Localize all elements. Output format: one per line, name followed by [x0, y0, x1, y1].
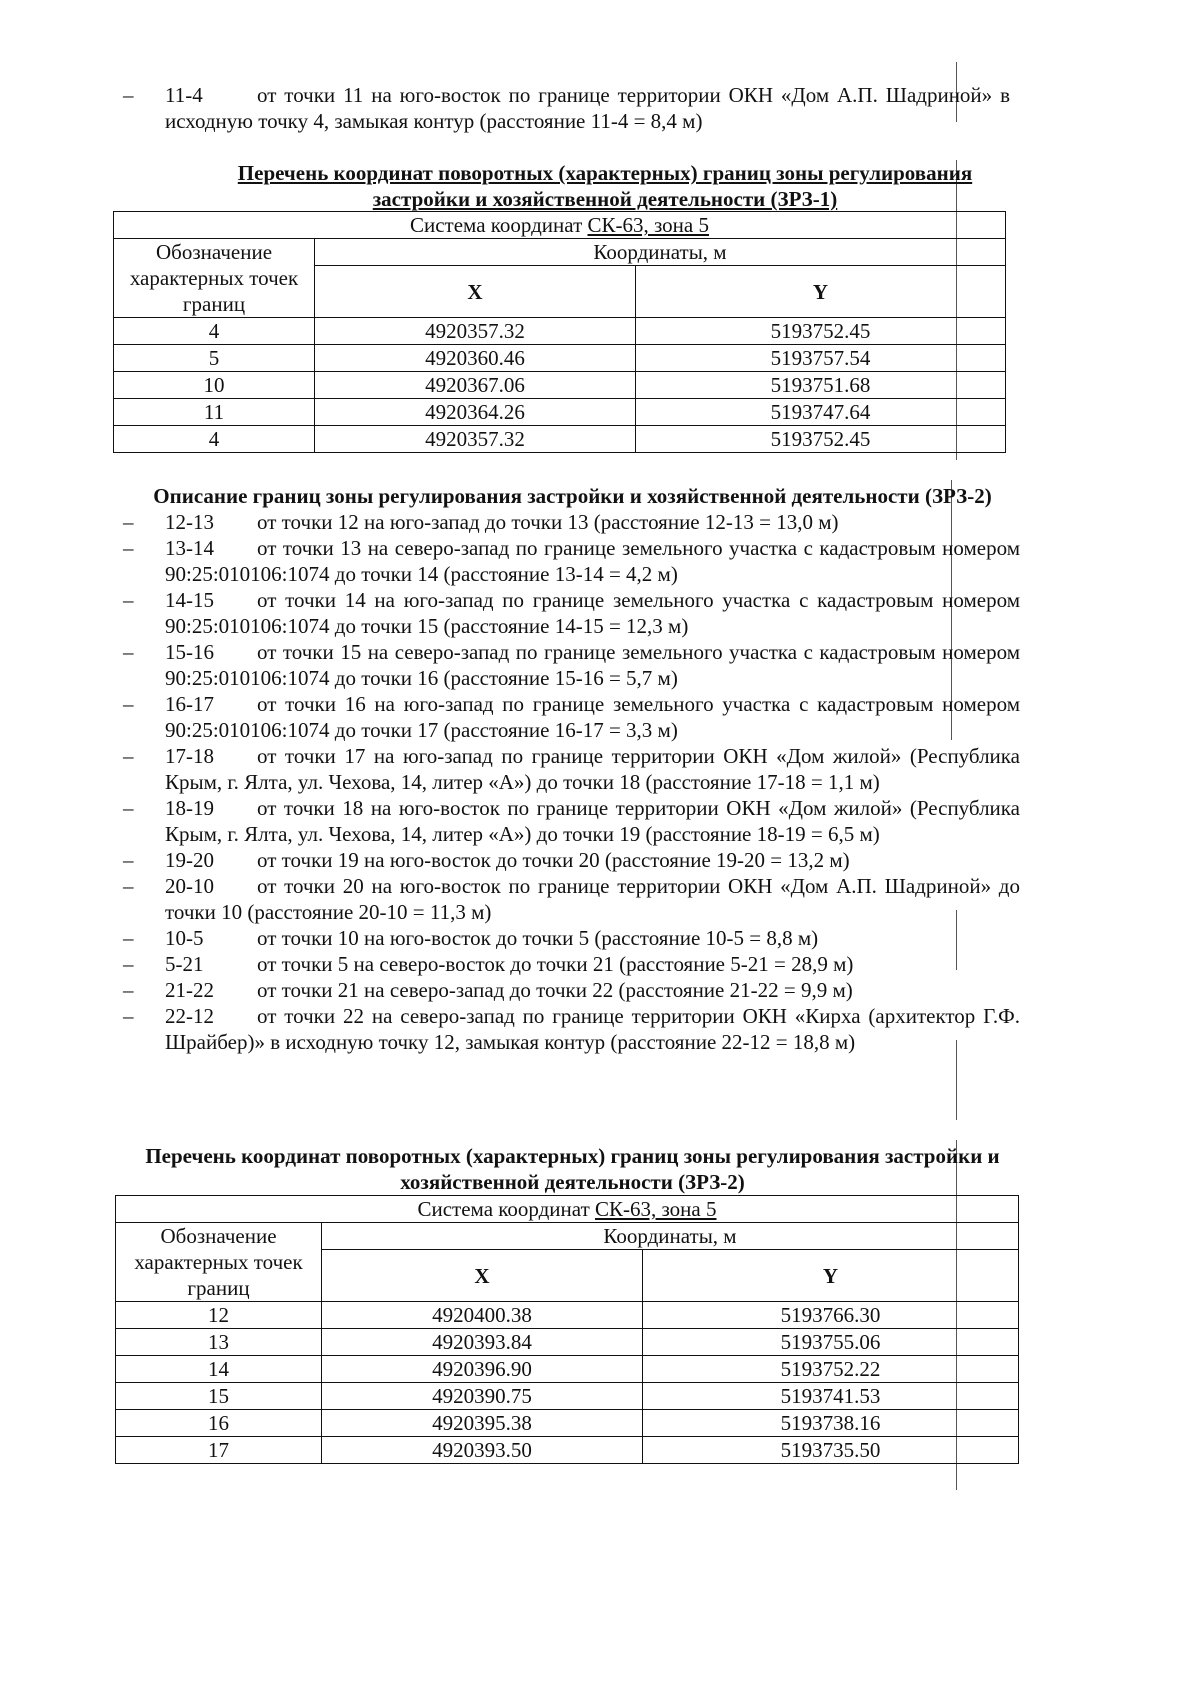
- cell-x: 4920393.50: [322, 1437, 643, 1464]
- dash-bullet: –: [123, 926, 134, 950]
- cell-point: 11: [114, 399, 315, 426]
- cell-point: 13: [116, 1329, 322, 1356]
- list-item: [123, 925, 1020, 951]
- segment-text: от точки 18 на юго-восток по границе территории ОКН «Дом жилой» (Республика Крым, г. Ялта, ул. Чехова, 14, литер «А») до точки 19 (расстояние 18-19 = 6,5 м): [165, 796, 1020, 846]
- dash-bullet: –: [123, 588, 134, 612]
- cell-point: 12: [116, 1302, 322, 1329]
- table-row: [116, 1329, 1019, 1356]
- table-row: [114, 372, 1006, 399]
- cell-x: 4920357.32: [315, 426, 636, 453]
- segment-code: 20-10: [165, 874, 214, 898]
- cell-y: 5193752.45: [636, 318, 1006, 345]
- cell-x: 4920395.38: [322, 1410, 643, 1437]
- segment-code: 11-4: [165, 83, 203, 107]
- cell-x: 4920360.46: [315, 345, 636, 372]
- table2: [115, 1195, 1019, 1464]
- dash-bullet: –: [123, 536, 134, 560]
- cell-y: 5193766.30: [643, 1302, 1019, 1329]
- dash-bullet: –: [123, 952, 134, 976]
- col-y-header: Y: [643, 1250, 1019, 1302]
- table-row: [116, 1302, 1019, 1329]
- dash-bullet: –: [123, 692, 134, 716]
- cell-y: 5193755.06: [643, 1329, 1019, 1356]
- cell-y: 5193741.53: [643, 1383, 1019, 1410]
- col-point-header: Обозначение характерных точек границ: [116, 1223, 322, 1302]
- list-item: [123, 873, 1020, 925]
- coord-system: Система координат СК-63, зона 5: [114, 212, 1006, 239]
- col-y-header: Y: [636, 266, 1006, 318]
- dash-bullet: –: [123, 1004, 134, 1028]
- segment-code: 14-15: [165, 588, 214, 612]
- cell-y: 5193751.68: [636, 372, 1006, 399]
- cell-point: 5: [114, 345, 315, 372]
- dash-bullet: –: [123, 83, 134, 107]
- list-item: [123, 639, 1020, 691]
- table-row: [114, 399, 1006, 426]
- segment-code: 16-17: [165, 692, 214, 716]
- cell-x: 4920390.75: [322, 1383, 643, 1410]
- list-item: [123, 509, 1020, 535]
- table2-title: Перечень координат поворотных (характерных) границ зоны регулирования застройки и хозяйственной деятельности (ЗРЗ-2): [145, 1144, 1000, 1194]
- col-x-header: X: [322, 1250, 643, 1302]
- cell-point: 4: [114, 426, 315, 453]
- segment-text: от точки 17 на юго-запад по границе территории ОКН «Дом жилой» (Республика Крым, г. Ялта, ул. Чехова, 14, литер «А») до точки 18 (расстояние 17-18 = 1,1 м): [165, 744, 1020, 794]
- segment-code: 5-21: [165, 952, 204, 976]
- segment-code: 19-20: [165, 848, 214, 872]
- section2-list: [123, 509, 1020, 1055]
- segment-code: 21-22: [165, 978, 214, 1002]
- segment-code: 22-12: [165, 1004, 214, 1028]
- segment-text: от точки 10 на юго-восток до точки 5 (расстояние 10-5 = 8,8 м): [257, 926, 819, 950]
- cell-y: 5193752.22: [643, 1356, 1019, 1383]
- dash-bullet: –: [123, 874, 134, 898]
- dash-bullet: –: [123, 640, 134, 664]
- segment-text: от точки 14 на юго-запад по границе земельного участка с кадастровым номером 90:25:010106:1074 до точки 15 (расстояние 14-15 = 12,3 м): [165, 588, 1020, 638]
- list-item: [123, 795, 1020, 847]
- segment-text: от точки 11 на юго-восток по границе территории ОКН «Дом А.П. Шадриной» в исходную точку 4, замыкая контур (расстояние 11-4 = 8,4 м): [165, 83, 1010, 133]
- segment-text: от точки 21 на северо-запад до точки 22 (расстояние 21-22 = 9,9 м): [257, 978, 853, 1002]
- table-row: [114, 345, 1006, 372]
- list-item: [123, 743, 1020, 795]
- col-coords-header: Координаты, м: [315, 239, 1006, 266]
- cell-x: 4920357.32: [315, 318, 636, 345]
- intro-list: [123, 82, 1010, 134]
- cell-x: 4920400.38: [322, 1302, 643, 1329]
- cell-point: 4: [114, 318, 315, 345]
- cell-y: 5193738.16: [643, 1410, 1019, 1437]
- table-row: [116, 1410, 1019, 1437]
- cell-x: 4920396.90: [322, 1356, 643, 1383]
- cell-y: 5193735.50: [643, 1437, 1019, 1464]
- col-x-header: X: [315, 266, 636, 318]
- list-item: [123, 847, 1020, 873]
- table1-title: Перечень координат поворотных (характерных) границ зоны регулирования застройки и хозяйственной деятельности (ЗРЗ-1): [237, 161, 973, 211]
- dash-bullet: –: [123, 978, 134, 1002]
- list-item: [123, 977, 1020, 1003]
- segment-code: 18-19: [165, 796, 214, 820]
- list-item: [123, 951, 1020, 977]
- cell-y: 5193752.45: [636, 426, 1006, 453]
- segment-text: от точки 5 на северо-восток до точки 21 (расстояние 5-21 = 28,9 м): [257, 952, 854, 976]
- cell-point: 15: [116, 1383, 322, 1410]
- segment-text: от точки 22 на северо-запад по границе территории ОКН «Кирха (архитектор Г.Ф. Шрайбер)» в исходную точку 12, замыкая контур (расстояние 22-12 = 18,8 м): [165, 1004, 1020, 1054]
- table-row: [114, 318, 1006, 345]
- table-row: [116, 1383, 1019, 1410]
- table-row: [116, 1437, 1019, 1464]
- cell-point: 14: [116, 1356, 322, 1383]
- cell-point: 10: [114, 372, 315, 399]
- table1: [113, 211, 1006, 453]
- section2-heading: Описание границ зоны регулирования застройки и хозяйственной деятельности (ЗРЗ-2): [153, 484, 992, 508]
- cell-x: 4920364.26: [315, 399, 636, 426]
- cell-point: 16: [116, 1410, 322, 1437]
- segment-text: от точки 19 на юго-восток до точки 20 (расстояние 19-20 = 13,2 м): [257, 848, 850, 872]
- cell-point: 17: [116, 1437, 322, 1464]
- segment-code: 12-13: [165, 510, 214, 534]
- list-item: [123, 1003, 1020, 1055]
- cell-x: 4920393.84: [322, 1329, 643, 1356]
- segment-text: от точки 15 на северо-запад по границе земельного участка с кадастровым номером 90:25:010106:1074 до точки 16 (расстояние 15-16 = 5,7 м): [165, 640, 1020, 690]
- segment-code: 10-5: [165, 926, 204, 950]
- segment-text: от точки 16 на юго-запад по границе земельного участка с кадастровым номером 90:25:010106:1074 до точки 17 (расстояние 16-17 = 3,3 м): [165, 692, 1020, 742]
- table-row: [116, 1356, 1019, 1383]
- list-item: [123, 82, 1010, 134]
- segment-code: 17-18: [165, 744, 214, 768]
- segment-text: от точки 13 на северо-запад по границе земельного участка с кадастровым номером 90:25:010106:1074 до точки 14 (расстояние 13-14 = 4,2 м): [165, 536, 1020, 586]
- dash-bullet: –: [123, 744, 134, 768]
- segment-text: от точки 20 на юго-восток по границе территории ОКН «Дом А.П. Шадриной» до точки 10 (расстояние 20-10 = 11,3 м): [165, 874, 1020, 924]
- list-item: [123, 691, 1020, 743]
- segment-code: 13-14: [165, 536, 214, 560]
- col-coords-header: Координаты, м: [322, 1223, 1019, 1250]
- dash-bullet: –: [123, 510, 134, 534]
- table-row: [114, 426, 1006, 453]
- dash-bullet: –: [123, 848, 134, 872]
- dash-bullet: –: [123, 796, 134, 820]
- cell-y: 5193747.64: [636, 399, 1006, 426]
- col-point-header: Обозначение характерных точек границ: [114, 239, 315, 318]
- list-item: [123, 587, 1020, 639]
- coord-system: Система координат СК-63, зона 5: [116, 1196, 1019, 1223]
- list-item: [123, 535, 1020, 587]
- segment-code: 15-16: [165, 640, 214, 664]
- segment-text: от точки 12 на юго-запад до точки 13 (расстояние 12-13 = 13,0 м): [257, 510, 839, 534]
- cell-y: 5193757.54: [636, 345, 1006, 372]
- cell-x: 4920367.06: [315, 372, 636, 399]
